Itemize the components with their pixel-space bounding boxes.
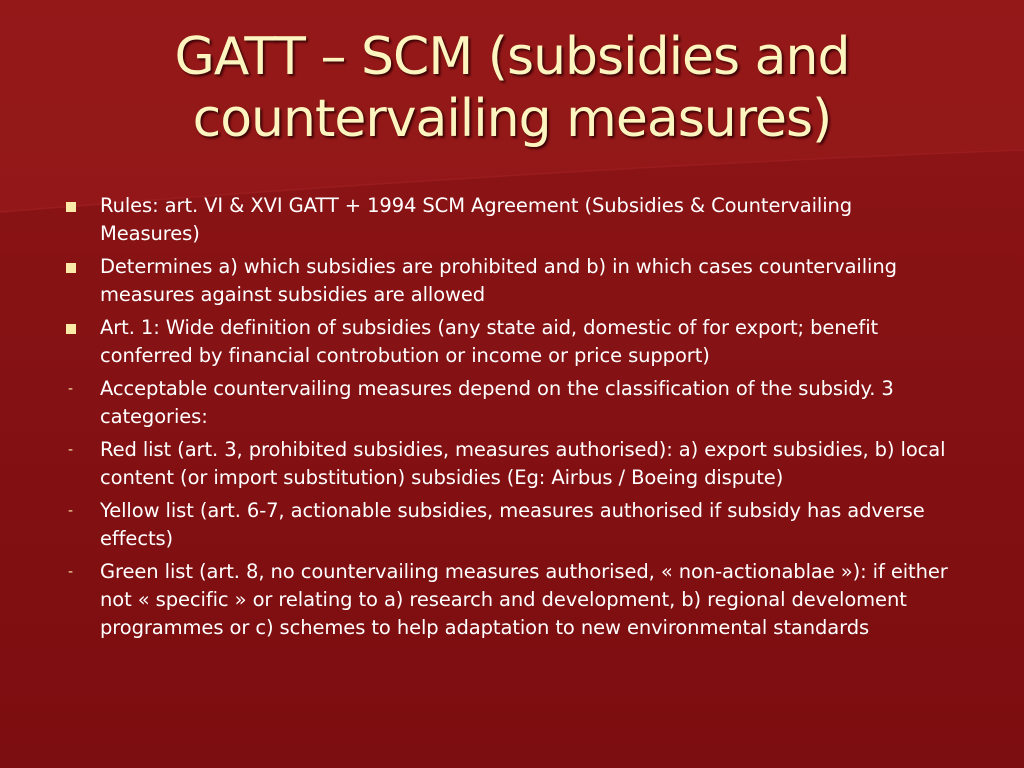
- bullet-item: [56, 314, 956, 370]
- square-bullet-icon: [66, 192, 80, 220]
- bullet-text: Art. 1: Wide definition of subsidies (any state aid, domestic of for export; benefit conferred by financial controbution or income or price support): [100, 316, 879, 367]
- bullet-item: [56, 497, 956, 553]
- dash-bullet-icon: [66, 436, 80, 464]
- bullet-text: Red list (art. 3, prohibited subsidies, measures authorised): a) export subsidies, b) local content (or import substitution) subsidies (Eg: Airbus / Boeing dispute): [100, 438, 946, 489]
- dash-bullet-icon: [66, 497, 80, 525]
- square-bullet-icon: [66, 314, 80, 342]
- slide-title: GATT – SCM (subsidies and countervailing measures): [174, 27, 850, 149]
- square-bullet-icon: [66, 253, 80, 281]
- bullet-list: [56, 192, 956, 647]
- dash-bullet-icon: [66, 558, 80, 586]
- dash-bullet-icon: [66, 375, 80, 403]
- bullet-item: [56, 375, 956, 431]
- bullet-text: Green list (art. 8, no countervailing measures authorised, « non-actionablae »): if either not « specific » or relating to a) research and development, b) regional develoment programmes or c) schemes to help adaptation to new environmental standards: [100, 560, 948, 639]
- bullet-text: Determines a) which subsidies are prohibited and b) in which cases countervailing measures against subsidies are allowed: [100, 255, 897, 306]
- bullet-item: [56, 558, 956, 642]
- bullet-item: [56, 436, 956, 492]
- bullet-text: Acceptable countervailing measures depend on the classification of the subsidy. 3 categories:: [100, 377, 894, 428]
- bullet-item: [56, 253, 956, 309]
- bullet-text: Rules: art. VI & XVI GATT + 1994 SCM Agreement (Subsidies & Countervailing Measures): [100, 194, 853, 245]
- bullet-text: Yellow list (art. 6-7, actionable subsidies, measures authorised if subsidy has adverse effects): [100, 499, 925, 550]
- bullet-item: [56, 192, 956, 248]
